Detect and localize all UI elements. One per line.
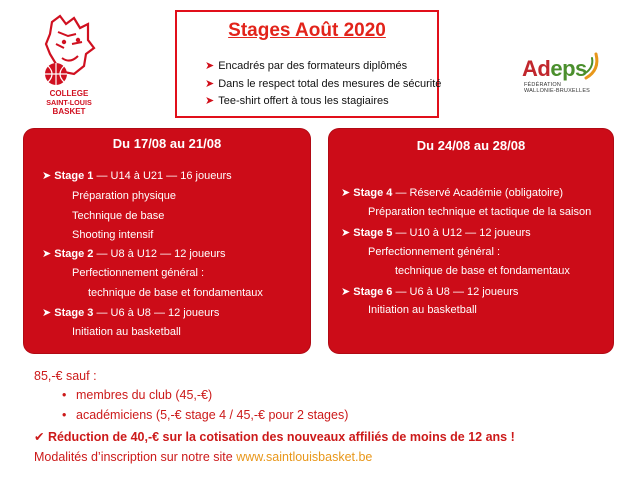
header-bullet-text: Dans le respect total des mesures de sécurité (218, 77, 442, 90)
stage-3-line (42, 306, 219, 319)
header-bullet (205, 58, 441, 76)
arrow-icon: ➤ (205, 95, 215, 107)
stage-info: — U10 à U12 — 12 joueurs (395, 227, 531, 239)
logo-line-college: COLLEGE (49, 89, 89, 98)
stage-item: Préparation physique (72, 190, 176, 202)
stage-6-line (341, 285, 518, 298)
price-exception (62, 408, 348, 422)
stage-info: — U6 à U8 — 12 joueurs (395, 286, 519, 298)
stage-info: — U14 à U21 — 16 joueurs (96, 170, 232, 182)
arrow-icon: ➤ (42, 307, 52, 319)
arrow-icon: ➤ (341, 286, 351, 298)
arrow-icon: ➤ (42, 170, 52, 182)
stage-item: technique de base et fondamentaux (395, 265, 570, 277)
stage-1-line (42, 169, 232, 182)
session-dates: Du 17/08 au 21/08 (112, 136, 222, 151)
price-intro: 85,-€ sauf : (34, 369, 97, 383)
stage-label: Stage 3 (54, 307, 94, 319)
header-bullet (205, 76, 441, 94)
price-exception-text: membres du club (45,-€) (76, 388, 213, 402)
stage-2-line (42, 247, 226, 260)
stage-item: Préparation technique et tactique de la saison (368, 206, 592, 218)
adeps-wordmark: Adeps (522, 56, 587, 81)
stage-info: — U6 à U8 — 12 joueurs (96, 307, 220, 319)
session-dates: Du 24/08 au 28/08 (416, 138, 526, 153)
logo-line-basket: BASKET (52, 107, 86, 116)
arrow-icon: ➤ (205, 60, 215, 72)
session-box-2 (329, 129, 613, 353)
adeps-subtitle: FÉDÉRATION WALLONIE-BRUXELLES (524, 82, 591, 94)
stage-4-line (341, 186, 563, 199)
stage-item: Perfectionnement général : (72, 267, 205, 279)
header-bullet-list (205, 58, 441, 111)
stage-info: — U8 à U12 — 12 joueurs (96, 248, 226, 260)
arrow-icon: ➤ (42, 248, 52, 260)
stage-item: Shooting intensif (72, 229, 154, 241)
stage-5-line (341, 226, 531, 239)
adeps-swoosh-icon (582, 52, 604, 82)
stage-label: Stage 5 (353, 227, 393, 239)
college-saint-louis-logo (34, 14, 104, 118)
stage-info: — Réservé Académie (obligatoire) (395, 187, 564, 199)
stage-item: Technique de base (72, 210, 165, 222)
stage-label: Stage 1 (54, 170, 94, 182)
stage-label: Stage 2 (54, 248, 94, 260)
reduction-notice: ✔ Réduction de 40,-€ sur la cotisation des nouveaux affiliés de moins de 12 ans ! (34, 430, 515, 444)
page-title: Stages Août 2020 (228, 20, 386, 41)
stage-label: Stage 6 (353, 286, 393, 298)
logo-line-saint-louis: SAINT-LOUIS (46, 98, 92, 107)
header-bullet (205, 93, 441, 111)
stage-item: Initiation au basketball (368, 304, 477, 316)
stage-item: Perfectionnement général : (368, 246, 501, 258)
website-link[interactable]: www.saintlouisbasket.be (236, 450, 373, 464)
bullet-icon: • (62, 408, 67, 422)
stage-item: technique de base et fondamentaux (88, 287, 263, 299)
stage-label: Stage 4 (353, 187, 393, 199)
inscription-line (34, 450, 372, 464)
bullet-icon: • (62, 388, 67, 402)
adeps-logo (514, 50, 610, 102)
header-bullet-text: Encadrés par des formateurs diplômés (218, 60, 408, 72)
arrow-icon: ➤ (341, 227, 351, 239)
arrow-icon: ➤ (341, 187, 351, 199)
price-exception (62, 388, 212, 402)
arrow-icon: ➤ (205, 77, 215, 90)
header-bullet-text: Tee-shirt offert à tous les stagiaires (218, 95, 389, 107)
stage-item: Initiation au basketball (72, 326, 181, 338)
session-box-1 (24, 129, 310, 353)
price-exception-text: académiciens (5,-€ stage 4 / 45,-€ pour 2 stages) (76, 408, 349, 422)
inscription-text: Modalités d’inscription sur notre site (34, 450, 237, 464)
header-box (175, 10, 442, 118)
